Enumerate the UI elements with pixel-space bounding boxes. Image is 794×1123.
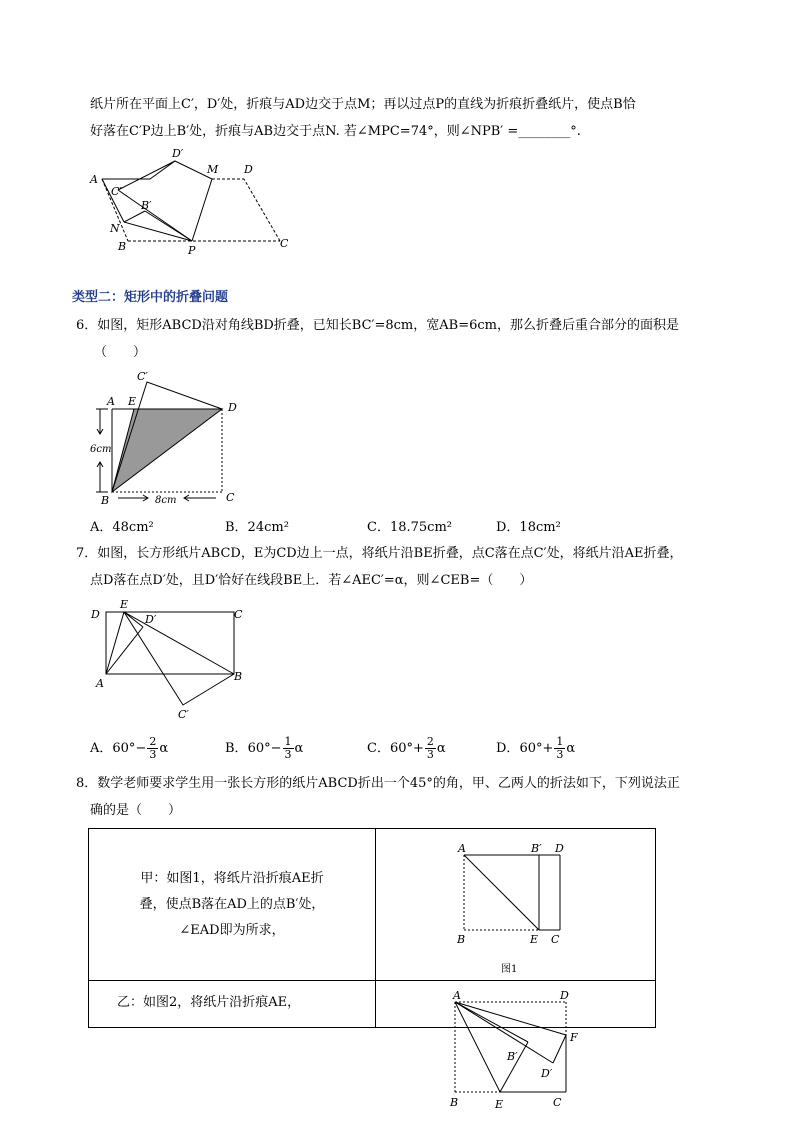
fig2-label-a: A bbox=[453, 989, 461, 1002]
q8-line2: 确的是（ ） bbox=[90, 803, 182, 818]
q7-option-a[interactable]: A．60°− $\frac{2}{3}$ α bbox=[90, 735, 169, 761]
fig1-label-b: B bbox=[457, 933, 466, 946]
q5-label-p: P bbox=[188, 244, 196, 257]
q7-line2: 点D落在点D′处，且D′恰好在线段BE上．若∠AEC′=α，则∠CEB=（ ） bbox=[90, 573, 533, 588]
q6-label-e: E bbox=[128, 395, 137, 408]
q5-label-b: B bbox=[118, 240, 127, 253]
q8-line1: 8．数学老师要求学生用一张长方形的纸片ABCD折出一个45°的角，甲、乙两人的折法如下，下列说法正 bbox=[76, 776, 680, 791]
q6-option-b[interactable]: B．24cm² bbox=[225, 520, 289, 535]
q7-label-d: D bbox=[91, 608, 100, 621]
fig2-label-d: D bbox=[560, 989, 569, 1002]
q5-label-n: N bbox=[110, 222, 120, 235]
q7-label-e: E bbox=[120, 598, 129, 611]
q7-option-b[interactable]: B．60°− $\frac{1}{3}$ α bbox=[225, 735, 304, 761]
fig1-label-c: C bbox=[551, 933, 560, 946]
q6-stem: 6．如图，矩形ABCD沿对角线BD折叠，已知长BC′=8cm，宽AB=6cm，那么折叠后重合部分的面积是 bbox=[76, 318, 679, 333]
q6-label-c-prime: C′ bbox=[137, 370, 148, 383]
q6-paren: （ ） bbox=[94, 345, 147, 360]
fig2-label-c: C bbox=[553, 1096, 562, 1109]
q6-option-a[interactable]: A．48cm² bbox=[90, 520, 154, 535]
fig1-label-e: E bbox=[530, 933, 539, 946]
q7-label-b: B bbox=[234, 670, 243, 683]
q5-label-b-prime: B′ bbox=[141, 199, 152, 212]
fig2-label-e: E bbox=[495, 1098, 504, 1111]
q6-label-b: B bbox=[101, 494, 110, 507]
fig2-crease-af bbox=[455, 1002, 566, 1035]
q5-label-c: C bbox=[280, 237, 289, 250]
q7-option-d[interactable]: D．60°+ $\frac{1}{3}$ α bbox=[496, 735, 576, 761]
q7-label-c: C bbox=[234, 608, 243, 621]
q6-label-8cm: 8cm bbox=[155, 495, 177, 506]
q8-jia-line2: 叠，使点B落在AD上的点B′处， bbox=[139, 896, 325, 912]
q5-label-c-prime: C′ bbox=[111, 185, 122, 198]
fig2-fold-ab-prime bbox=[455, 1002, 528, 1042]
q7-line1: 7．如图，长方形纸片ABCD，E为CD边上一点，将纸片沿BE折叠，点C落在点C′处，将纸片沿AE折叠， bbox=[76, 546, 683, 561]
q7-label-d-prime: D′ bbox=[145, 613, 157, 626]
q8-jia-line1: 甲：如图1，将纸片沿折痕AE折 bbox=[140, 870, 324, 886]
q6-label-d: D bbox=[228, 401, 237, 414]
q7-option-c[interactable]: C．60°+ $\frac{2}{3}$ α bbox=[367, 735, 446, 761]
q6-label-c: C bbox=[226, 491, 235, 504]
fig1-caption: 图1 bbox=[501, 964, 518, 975]
q8-jia-line3: ∠EAD即为所求， bbox=[179, 922, 285, 938]
q7-label-a: A bbox=[96, 677, 104, 690]
q7-label-c-prime: C′ bbox=[178, 708, 189, 721]
q5-line1: 纸片所在平面上C′，D′处，折痕与AD边交于点M；再以过点P的直线为折痕折叠纸片，使点B恰 bbox=[90, 97, 636, 112]
q8-yi-text: 乙：如图2，将纸片沿折痕AE， bbox=[117, 995, 301, 1010]
q6-label-a: A bbox=[107, 395, 115, 408]
fig2-label-b-prime: B′ bbox=[507, 1050, 518, 1063]
q6-label-6cm: 6cm bbox=[90, 444, 112, 455]
q5-label-m: M bbox=[207, 163, 219, 176]
fig2-label-b: B bbox=[450, 1096, 459, 1109]
section-title: 类型二：矩形中的折叠问题 bbox=[72, 290, 229, 305]
q5-label-d-prime: D′ bbox=[172, 147, 184, 160]
fig1-label-d: D bbox=[555, 842, 564, 855]
q5-label-a: A bbox=[90, 173, 98, 186]
fig1-label-b-prime: B′ bbox=[531, 842, 542, 855]
q6-option-d[interactable]: D．18cm² bbox=[496, 520, 561, 535]
fig2-label-d-prime: D′ bbox=[541, 1067, 553, 1080]
fig1-label-a: A bbox=[458, 842, 466, 855]
q6-option-c[interactable]: C．18.75cm² bbox=[367, 520, 452, 535]
fig2-label-f: F bbox=[570, 1031, 578, 1044]
fig2-fold-d-prime-f bbox=[553, 1035, 566, 1063]
q5-label-d: D bbox=[244, 163, 253, 176]
q5-line2: 好落在C′P边上B′处，折痕与AB边交于点N. 若∠MPC=74°，则∠NPB′ =________°. bbox=[90, 124, 581, 139]
